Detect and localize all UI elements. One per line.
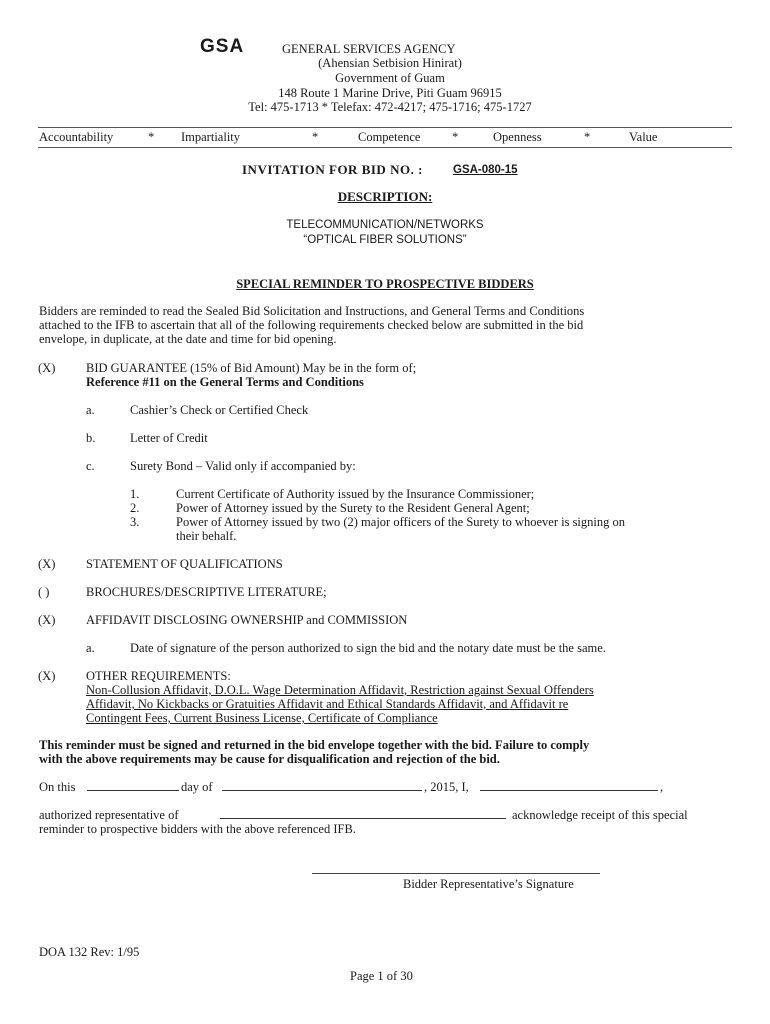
- value-item: Competence: [358, 130, 421, 144]
- signature-line[interactable]: [312, 873, 600, 874]
- value-item: Openness: [493, 130, 542, 144]
- bid-number: GSA-080-15: [453, 164, 518, 176]
- name-field[interactable]: [480, 779, 658, 791]
- ack-comma: ,: [660, 780, 664, 794]
- surety-text-continued: their behalf.: [176, 529, 237, 543]
- notice-line: This reminder must be signed and returned in the bid envelope together with the bid. Failure to comply: [39, 738, 590, 752]
- value-separator: *: [584, 130, 591, 144]
- ack-day-of: day of: [181, 780, 213, 794]
- ack-line-2: reminder to prospective bidders with the above referenced IFB.: [39, 822, 356, 836]
- description-line-2: “OPTICAL FIBER SOLUTIONS”: [303, 234, 467, 246]
- value-separator: *: [148, 130, 155, 144]
- page-number: Page 1 of 30: [350, 969, 413, 983]
- option-letter: b.: [86, 431, 96, 445]
- value-item: Accountability: [39, 130, 114, 144]
- reminder-heading: SPECIAL REMINDER TO PROSPECTIVE BIDDERS: [236, 277, 534, 291]
- value-item: Impartiality: [181, 130, 241, 144]
- signature-label: Bidder Representative’s Signature: [403, 877, 574, 891]
- description-line-1: TELECOMMUNICATION/NETWORKS: [286, 219, 484, 231]
- month-field[interactable]: [222, 779, 422, 791]
- government-line: Government of Guam: [335, 71, 445, 85]
- agency-name: GENERAL SERVICES AGENCY: [282, 42, 456, 56]
- intro-line: envelope, in duplicate, at the date and time for bid opening.: [39, 332, 337, 346]
- affidavit-checkbox: (X): [38, 613, 56, 627]
- invitation-label: INVITATION FOR BID NO. :: [242, 162, 423, 177]
- core-values-bar: [0, 130, 770, 146]
- option-letter: a.: [86, 403, 95, 417]
- form-number: DOA 132 Rev: 1/95: [39, 945, 140, 959]
- other-checkbox: (X): [38, 669, 56, 683]
- statement-checkbox: (X): [38, 557, 56, 571]
- day-field[interactable]: [87, 779, 179, 791]
- other-requirements-line: Affidavit, No Kickbacks or Gratuities Affidavit and Ethical Standards Affidavit, and Affidavit re: [86, 697, 569, 711]
- option-text: Surety Bond – Valid only if accompanied by:: [130, 459, 356, 473]
- intro-line: Bidders are reminded to read the Sealed Bid Solicitation and Instructions, and General Terms and Conditions: [39, 304, 585, 318]
- bid-guarantee-title: BID GUARANTEE (15% of Bid Amount) May be in the form of;: [86, 361, 417, 375]
- affidavit-sub-text: Date of signature of the person authorized to sign the bid and the notary date must be the same.: [130, 641, 606, 655]
- surety-text: Current Certificate of Authority issued by the Insurance Commissioner;: [176, 487, 535, 501]
- brochures-text: BROCHURES/DESCRIPTIVE LITERATURE;: [86, 585, 327, 599]
- values-bottom-rule: [38, 147, 732, 148]
- ack-receipt: acknowledge receipt of this special: [512, 808, 688, 822]
- intro-line: attached to the IFB to ascertain that all of the following requirements checked below are submitted in the bid: [39, 318, 584, 332]
- surety-text: Power of Attorney issued by the Surety to the Resident General Agent;: [176, 501, 530, 515]
- value-item: Value: [629, 130, 658, 144]
- bid-guarantee-checkbox: (X): [38, 361, 56, 375]
- surety-number: 1.: [130, 487, 140, 501]
- option-text: Cashier’s Check or Certified Check: [130, 403, 309, 417]
- notice-line: with the above requirements may be cause for disqualification and rejection of the bid.: [39, 752, 500, 766]
- value-separator: *: [312, 130, 319, 144]
- ack-on-this: On this: [39, 780, 76, 794]
- brochures-checkbox: ( ): [38, 585, 50, 599]
- option-letter: c.: [86, 459, 95, 473]
- gsa-logo: GSA: [200, 36, 245, 57]
- agency-native-name: (Ahensian Setbision Hinirat): [318, 56, 462, 70]
- bid-guarantee-reference: Reference #11 on the General Terms and Conditions: [86, 375, 364, 389]
- values-top-rule: [38, 127, 732, 128]
- affidavit-text: AFFIDAVIT DISCLOSING OWNERSHIP and COMMISSION: [86, 613, 408, 627]
- statement-text: STATEMENT OF QUALIFICATIONS: [86, 557, 283, 571]
- ack-authorized: authorized representative of: [39, 808, 179, 822]
- other-requirements-line: Non-Collusion Affidavit, D.O.L. Wage Determination Affidavit, Restriction against Sexual Offenders: [86, 683, 594, 697]
- other-requirements-line: Contingent Fees, Current Business License, Certificate of Compliance: [86, 711, 438, 725]
- affidavit-sub-letter: a.: [86, 641, 95, 655]
- phone-line: Tel: 475-1713 * Telefax: 472-4217; 475-1716; 475-1727: [248, 100, 532, 114]
- address-line: 148 Route 1 Marine Drive, Piti Guam 96915: [278, 86, 502, 100]
- description-heading: DESCRIPTION:: [337, 189, 433, 204]
- surety-number: 3.: [130, 515, 140, 529]
- surety-number: 2.: [130, 501, 140, 515]
- other-title: OTHER REQUIREMENTS:: [86, 669, 231, 683]
- value-separator: *: [452, 130, 459, 144]
- surety-text: Power of Attorney issued by two (2) major officers of the Surety to whoever is signing on: [176, 515, 625, 529]
- ack-year: , 2015, I,: [424, 780, 469, 794]
- company-field[interactable]: [220, 807, 506, 819]
- option-text: Letter of Credit: [130, 431, 208, 445]
